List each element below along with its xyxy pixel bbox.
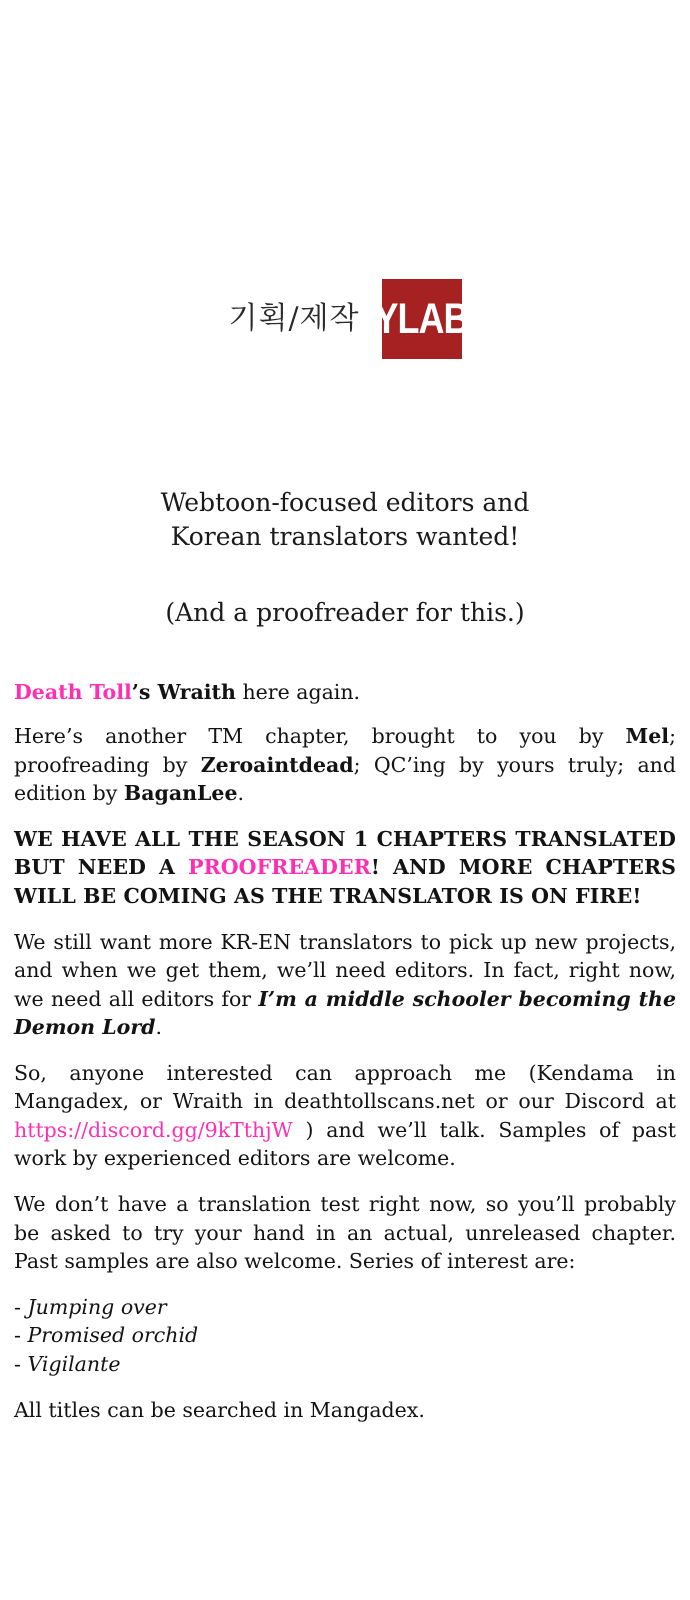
recruiting-text-2: .: [155, 1014, 162, 1039]
credit-editor: BaganLee: [123, 780, 238, 805]
paragraph-closing: All titles can be searched in Mangadex.: [14, 1397, 425, 1422]
callout-highlight: PROOFREADER: [188, 855, 371, 880]
studio-credit-label: 기획/제작: [228, 301, 360, 336]
discord-link[interactable]: https://discord.gg/9kTthjW: [14, 1117, 293, 1142]
intro-tail: here again.: [235, 680, 361, 704]
ylab-logo: [374, 279, 469, 359]
credit-translator: Mel: [625, 724, 670, 749]
credits-text-2: ; proofreading by: [14, 724, 676, 777]
list-item: - Promised orchid: [14, 1323, 199, 1348]
page-title: [0, 486, 690, 554]
recruiting-text-1: We still want more KR-EN translators to pick up new projects, and when we get them, we’ll need editors. In fact, right now, we need all editors for: [14, 929, 676, 1011]
credits-text-3: ; QC’ing by yours truly; and edition by: [14, 752, 676, 805]
headline-line-2: Korean translators wanted!: [170, 521, 520, 551]
author-name: ’s Wraith: [131, 680, 236, 704]
contact-text-1: So, anyone interested can approach me (Kendama in Mangadex, or Wraith in deathtollscans.net or our Discord at: [14, 1061, 676, 1114]
headline-line-1: Webtoon-focused editors and: [160, 488, 530, 517]
callout-text-2: ! AND MORE CHAPTERS WILL BE COMING AS THE TRANSLATOR IS ON FIRE!: [14, 855, 676, 908]
studio-credit-block: [0, 279, 690, 359]
series-of-interest-list: [14, 1293, 676, 1378]
paragraph-recruiting: [14, 928, 676, 1041]
series-title-demon-lord: I’m a middle schooler becoming the Demon Lord: [14, 986, 676, 1039]
callout-text-1: WE HAVE ALL THE SEASON 1 CHAPTERS TRANSLATED BUT NEED A: [14, 827, 676, 880]
credits-text-1: Here’s another TM chapter, brought to you by: [14, 724, 626, 749]
contact-text-2: ) and we’ll talk. Samples of past work by experienced editors are welcome.: [14, 1117, 676, 1170]
paragraph-contact: [14, 1059, 676, 1172]
paragraph-intro: [14, 678, 676, 706]
credit-proofreader: Zeroaintdead: [200, 752, 354, 777]
announcement-body: [14, 678, 676, 1442]
paragraph-credits: [14, 722, 676, 807]
list-item: - Jumping over: [14, 1295, 167, 1320]
paragraph-callout: [14, 825, 676, 910]
credits-text-4: .: [237, 780, 245, 805]
list-item: - Vigilante: [14, 1351, 121, 1376]
page-subtitle: (And a proofreader for this.): [165, 598, 525, 627]
brand-name: Death Toll: [14, 680, 132, 704]
ylab-logo-text: YLAB: [374, 294, 469, 343]
paragraph-test-info: We don’t have a translation test right now, so you’ll probably be asked to try your hand in an actual, unreleased chapter. Past samples are also welcome. Series of interest are:: [14, 1192, 676, 1273]
